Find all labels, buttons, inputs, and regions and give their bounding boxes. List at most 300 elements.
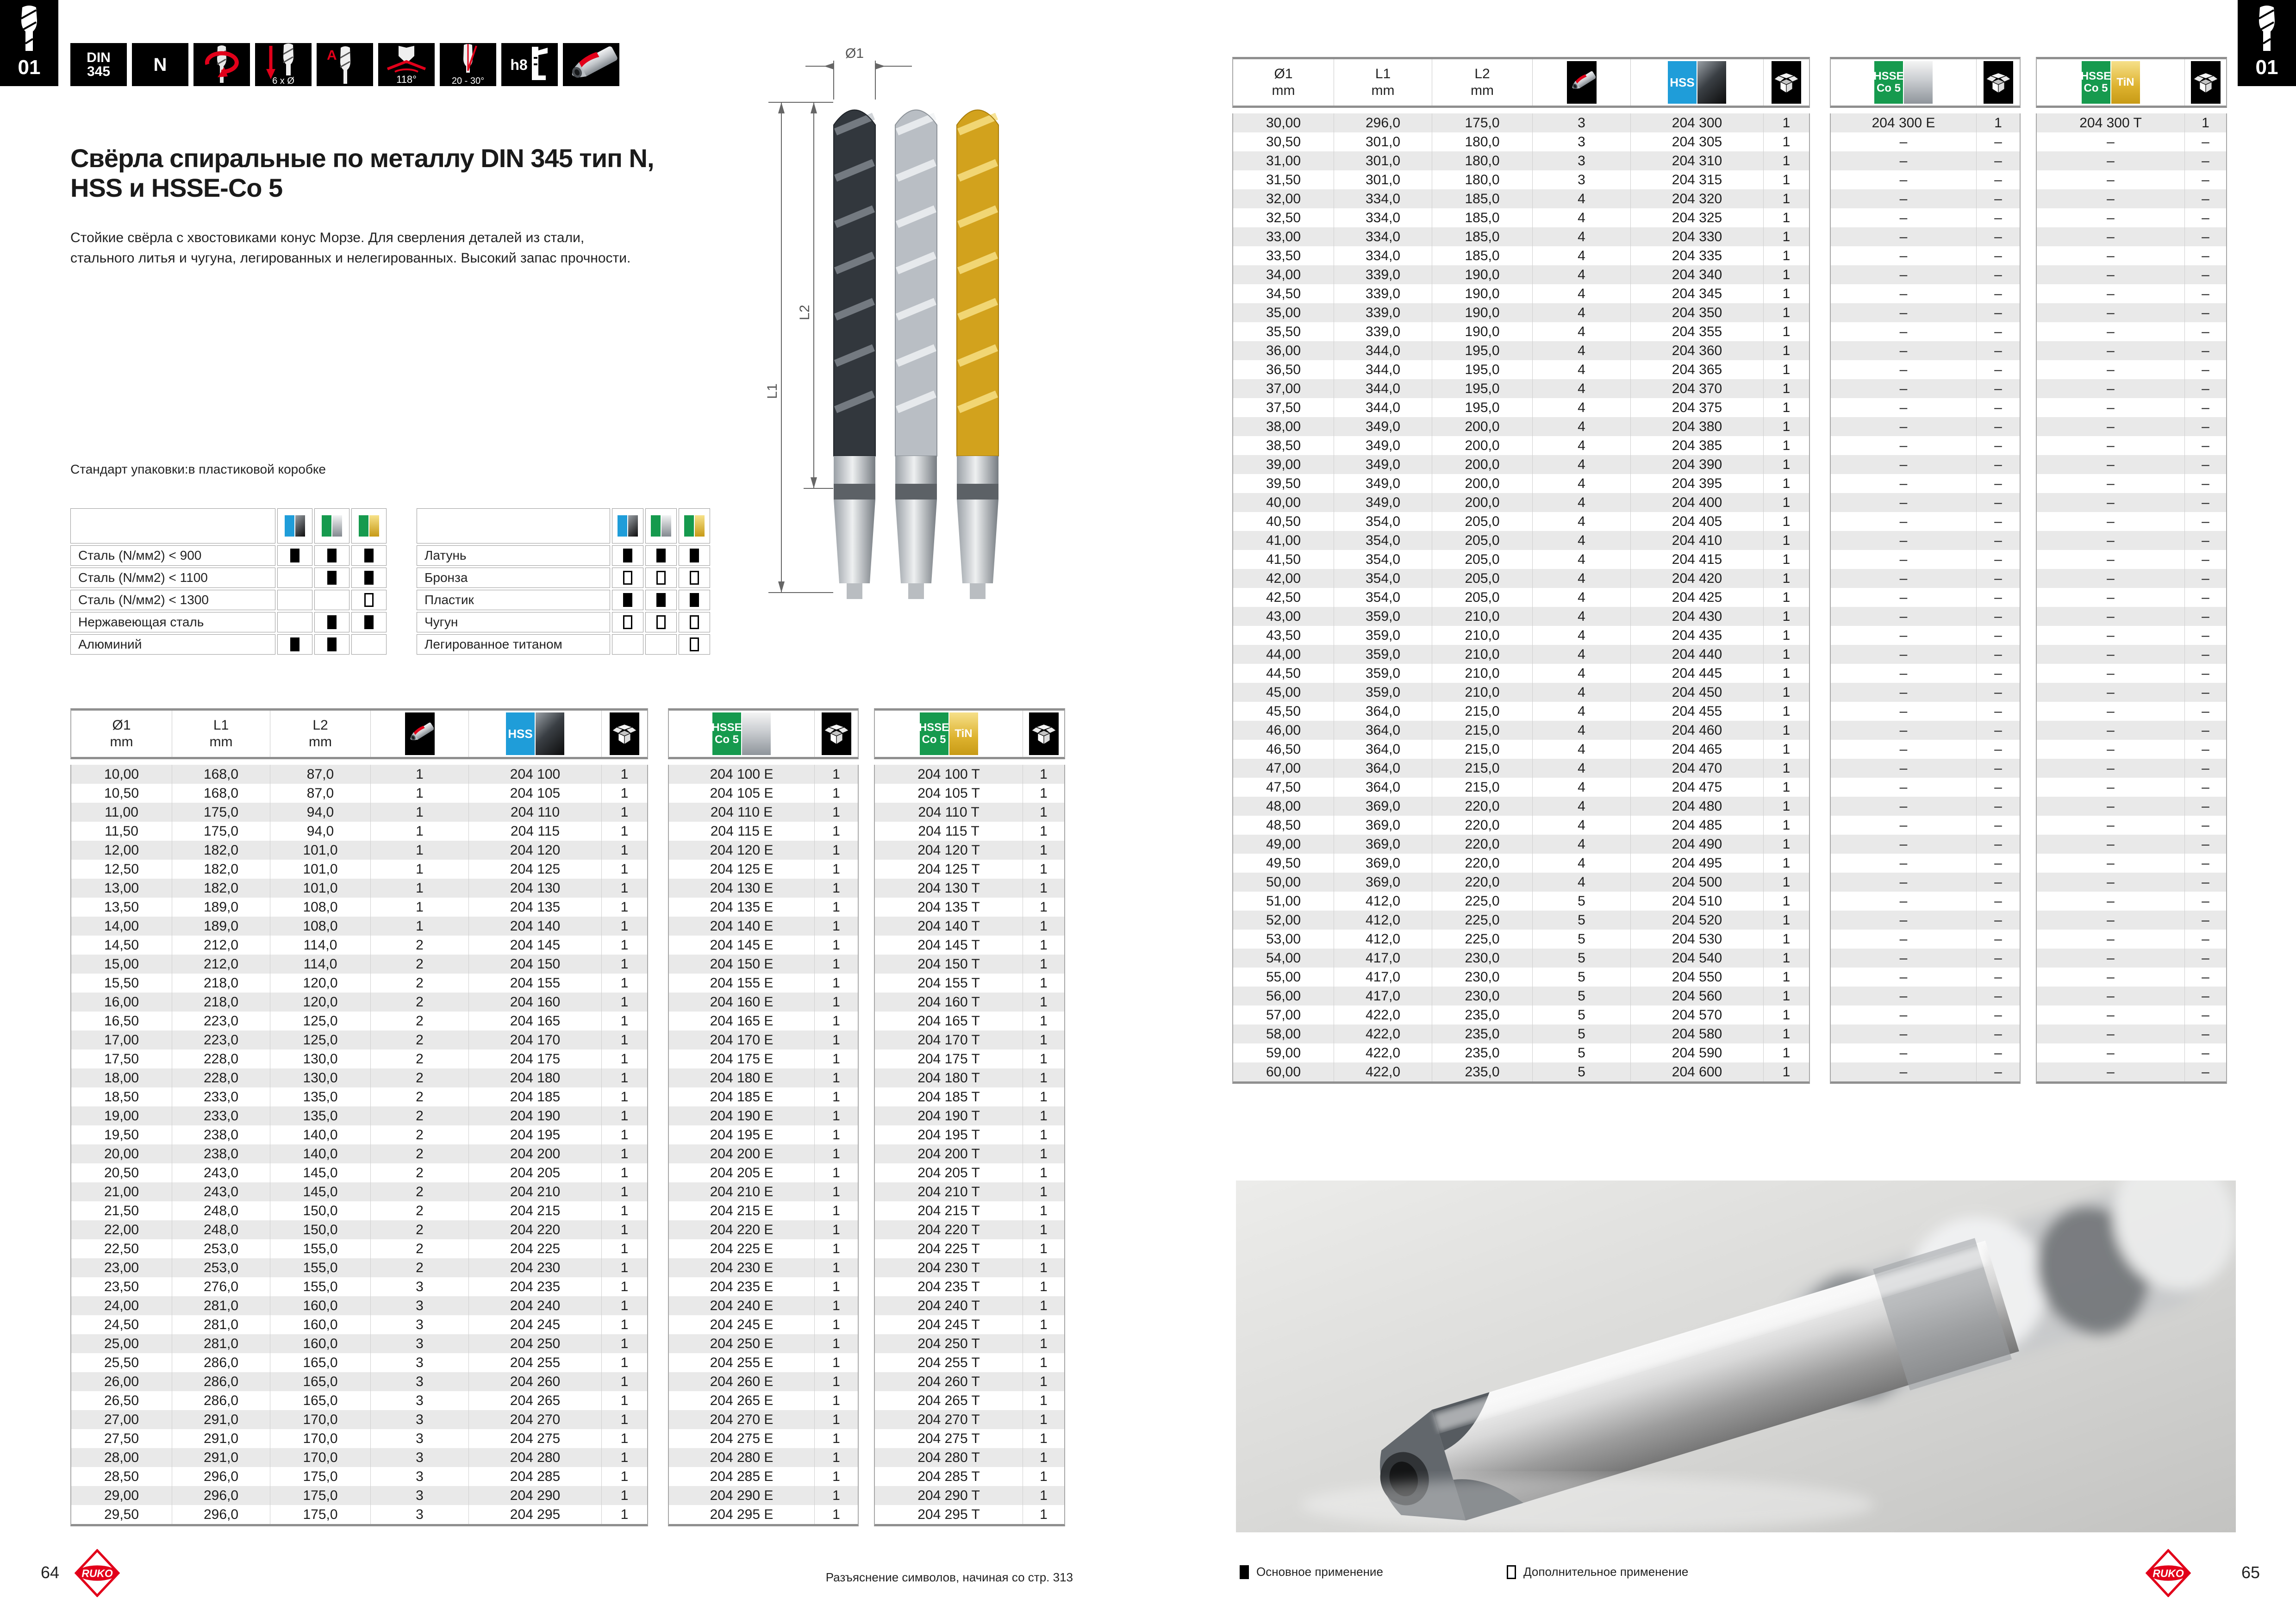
table-row (1233, 759, 1809, 778)
table-row (2037, 436, 2226, 455)
table-cell: 417,0 (1334, 968, 1432, 987)
type-n-label: N (153, 54, 167, 75)
table-row (1831, 873, 2020, 892)
table-row (1233, 265, 1809, 284)
table-cell: 359,0 (1334, 645, 1432, 664)
table-cell: 204 105 T (875, 784, 1023, 803)
application-mark-cell (679, 590, 710, 610)
table-cell: 204 240 T (875, 1296, 1023, 1315)
table-cell: 1 (1040, 1279, 1048, 1294)
table-row (1831, 284, 2020, 303)
table-cell: – (2037, 835, 2185, 854)
table-cell: – (1994, 418, 2002, 434)
table-cell: – (2202, 646, 2209, 662)
dim-unit: mm (1371, 83, 1395, 98)
table-cell: 204 370 (1631, 379, 1764, 398)
table-cell: 25,50 (71, 1353, 172, 1372)
table-cell: 354,0 (1334, 588, 1432, 607)
table-row (875, 1277, 1064, 1296)
table-cell: 4 (1533, 664, 1631, 683)
table-cell: 204 270 (469, 1410, 602, 1429)
table-cell: 204 260 T (875, 1372, 1023, 1391)
table-row (669, 1391, 858, 1410)
column-header-pack-qty (1764, 59, 1809, 106)
application-mark-cell (645, 590, 677, 610)
table-row (71, 1144, 647, 1163)
drill-depth-ratio-icon (255, 43, 312, 86)
table-cell: 26,00 (71, 1372, 172, 1391)
table-row (1831, 854, 2020, 873)
table-cell: – (1831, 227, 1977, 246)
table-cell: – (2037, 664, 2185, 683)
table-cell: 1 (832, 1317, 840, 1332)
table-cell: 204 165 (469, 1012, 602, 1031)
table-cell: 1 (1040, 1051, 1048, 1067)
table-cell: 1 (620, 1260, 629, 1275)
table-cell: 40,00 (1233, 493, 1334, 512)
table-cell: – (1831, 892, 1977, 911)
table-cell: 1 (1782, 1007, 1791, 1023)
table-row (1831, 322, 2020, 341)
table-cell: 204 230 T (875, 1258, 1023, 1277)
table-cell: 120,0 (270, 974, 371, 993)
table-cell: 204 325 (1631, 208, 1764, 227)
table-cell: 2 (371, 955, 469, 974)
table-row (71, 1031, 647, 1049)
table-cell: 204 155 E (669, 974, 815, 993)
table-row (875, 1068, 1064, 1087)
table-cell: – (2037, 816, 2185, 835)
primary-application-mark (690, 549, 699, 562)
table-cell: 204 210 E (669, 1182, 815, 1201)
table-cell: – (1831, 550, 1977, 569)
table-cell: 32,00 (1233, 189, 1334, 208)
table-cell: 55,00 (1233, 968, 1334, 987)
table-cell: 1 (1040, 785, 1048, 801)
application-mark-cell (314, 545, 349, 566)
table-cell: 48,00 (1233, 797, 1334, 816)
table-cell: – (2037, 512, 2185, 531)
table-cell: 185,0 (1432, 189, 1533, 208)
table-row (669, 1125, 858, 1144)
primary-application-mark (656, 549, 666, 562)
table-row (875, 1125, 1064, 1144)
table-cell: – (2037, 588, 2185, 607)
table-row (669, 1258, 858, 1277)
table-row (1831, 968, 2020, 987)
table-cell: 24,00 (71, 1296, 172, 1315)
table-cell: 1 (1040, 1013, 1048, 1029)
table-cell: 101,0 (270, 879, 371, 898)
table-row (1831, 1006, 2020, 1024)
table-cell: 204 300 (1631, 113, 1764, 132)
table-cell: 248,0 (172, 1220, 270, 1239)
table-row (2037, 531, 2226, 550)
table-cell: 210,0 (1432, 664, 1533, 683)
table-row (71, 1429, 647, 1448)
table-cell: 1 (1782, 969, 1791, 985)
table-cell: 1 (832, 1070, 840, 1086)
table-cell: 1 (1782, 646, 1791, 662)
application-table-materials-2 (417, 508, 710, 655)
table-cell: 1 (1040, 1317, 1048, 1332)
table-cell: 204 135 T (875, 898, 1023, 917)
table-cell: – (1994, 722, 2002, 738)
table-row (669, 1296, 858, 1315)
application-mark-cell (351, 545, 387, 566)
table-cell: 4 (1533, 759, 1631, 778)
table-row (1831, 265, 2020, 284)
table-cell: 1 (832, 1108, 840, 1124)
svg-text:RUKO: RUKO (81, 1567, 113, 1580)
table-cell: – (1831, 854, 1977, 873)
application-mark-cell (351, 590, 387, 610)
table-cell: – (1831, 987, 1977, 1006)
tin-label: TiN (2111, 61, 2140, 104)
table-cell: 44,00 (1233, 645, 1334, 664)
table-cell: 22,50 (71, 1239, 172, 1258)
table-cell: 1 (832, 1203, 840, 1218)
table-body (1830, 113, 2021, 1084)
table-cell: 204 415 (1631, 550, 1764, 569)
table-cell: 1 (1782, 286, 1791, 301)
symbols-reference-note: Разъяснение символов, начиная со стр. 313 (825, 1570, 1073, 1584)
table-cell: 204 225 (469, 1239, 602, 1258)
table-cell: 1 (1040, 1487, 1048, 1503)
table-row (875, 1486, 1064, 1505)
drill-silver (895, 110, 937, 600)
table-cell: 1 (620, 861, 629, 877)
table-cell: 4 (1533, 493, 1631, 512)
table-cell: 4 (1533, 512, 1631, 531)
table-cell: 4 (1533, 702, 1631, 721)
table-cell: 41,50 (1233, 550, 1334, 569)
table-header-row (1830, 57, 2021, 108)
table-row (1233, 398, 1809, 417)
table-cell: 1 (832, 1298, 840, 1313)
table-cell: – (1994, 741, 2002, 757)
table-cell: 54,00 (1233, 949, 1334, 968)
application-mark-cell (351, 612, 387, 632)
table-cell: 1 (620, 1032, 629, 1048)
table-cell: 39,50 (1233, 474, 1334, 493)
table-cell: 1 (2202, 115, 2209, 131)
table-row (669, 784, 858, 803)
table-cell: 204 435 (1631, 626, 1764, 645)
feature-icon-row (70, 43, 619, 86)
table-cell: – (2037, 721, 2185, 740)
table-cell: 160,0 (270, 1334, 371, 1353)
table-cell: – (2202, 172, 2209, 187)
table-cell: – (1994, 779, 2002, 795)
table-cell: – (1994, 210, 2002, 225)
table-row (2037, 265, 2226, 284)
table-row (669, 822, 858, 841)
table-row (875, 765, 1064, 784)
table-cell: 5 (1533, 930, 1631, 949)
table-cell: 1 (1782, 551, 1791, 567)
secondary-application-mark (690, 615, 699, 629)
table-cell: 243,0 (172, 1163, 270, 1182)
table-cell: 339,0 (1334, 322, 1432, 341)
table-cell: 2 (371, 1182, 469, 1201)
table-cell: 296,0 (172, 1486, 270, 1505)
table-cell: 1 (620, 880, 629, 896)
table-cell: 4 (1533, 455, 1631, 474)
table-cell: – (2037, 683, 2185, 702)
table-cell: 12,00 (71, 841, 172, 860)
table-cell: 33,00 (1233, 227, 1334, 246)
table-cell: – (1994, 134, 2002, 150)
primary-application-mark (623, 549, 632, 562)
app-header-tin (679, 508, 710, 543)
table-cell: 175,0 (270, 1486, 371, 1505)
table-row (2037, 398, 2226, 417)
table-cell: 195,0 (1432, 360, 1533, 379)
table-cell: – (2202, 760, 2209, 776)
table-row (1233, 702, 1809, 721)
secondary-application-mark (656, 571, 666, 585)
table-cell: 215,0 (1432, 778, 1533, 797)
table-cell: 204 230 E (669, 1258, 815, 1277)
table-cell: 253,0 (172, 1258, 270, 1277)
table-row (669, 1429, 858, 1448)
table-cell: 354,0 (1334, 531, 1432, 550)
table-cell: – (1831, 683, 1977, 702)
table-row (2037, 702, 2226, 721)
table-row (1233, 303, 1809, 322)
table-row (1233, 531, 1809, 550)
table-cell: 190,0 (1432, 284, 1533, 303)
table-cell: 15,50 (71, 974, 172, 993)
table-cell: – (1831, 873, 1977, 892)
table-row (2037, 455, 2226, 474)
table-cell: 359,0 (1334, 664, 1432, 683)
table-cell: 14,00 (71, 917, 172, 936)
table-cell: 1 (371, 784, 469, 803)
table-row (71, 1410, 647, 1429)
table-cell: 1 (1040, 1203, 1048, 1218)
table-cell: 3 (371, 1372, 469, 1391)
table-cell: 204 180 E (669, 1068, 815, 1087)
table-cell: – (2037, 645, 2185, 664)
table-cell: – (2202, 608, 2209, 624)
table-cell: – (1831, 740, 1977, 759)
table-row (71, 822, 647, 841)
table-row (1233, 493, 1809, 512)
application-mark-cell (612, 568, 643, 588)
table-cell: 204 280 E (669, 1448, 815, 1467)
table-cell: 150,0 (270, 1220, 371, 1239)
table-cell: 243,0 (172, 1182, 270, 1201)
table-row (71, 765, 647, 784)
table-row (669, 1505, 858, 1524)
application-mark-cell (679, 634, 710, 655)
photo-reflection (1301, 1477, 1875, 1532)
table-cell: 1 (1040, 1070, 1048, 1086)
table-cell: 45,50 (1233, 702, 1334, 721)
table-cell: – (2202, 305, 2209, 320)
package-icon (1030, 714, 1058, 754)
table-row (2037, 569, 2226, 588)
table-cell: 204 155 T (875, 974, 1023, 993)
table-cell: 204 110 T (875, 803, 1023, 822)
table-row (2037, 987, 2226, 1006)
table-cell: 33,50 (1233, 246, 1334, 265)
table-row (1233, 455, 1809, 474)
table-row (71, 1220, 647, 1239)
table-cell: – (1831, 322, 1977, 341)
application-mark-cell (679, 612, 710, 632)
table-row (2037, 1043, 2226, 1062)
table-cell: 50,00 (1233, 873, 1334, 892)
table-cell: 189,0 (172, 917, 270, 936)
table-cell: 1 (620, 804, 629, 820)
table-cell: 180,0 (1432, 132, 1533, 151)
table-cell: 204 305 (1631, 132, 1764, 151)
table-cell: – (1994, 305, 2002, 320)
table-row (2037, 588, 2226, 607)
table-cell: – (1994, 703, 2002, 719)
table-row (71, 898, 647, 917)
table-cell: – (2202, 741, 2209, 757)
table-cell: 1 (371, 879, 469, 898)
table-cell: – (2202, 874, 2209, 890)
table-cell: – (1831, 778, 1977, 797)
drill-bit-icon (13, 5, 45, 56)
table-row (71, 1125, 647, 1144)
hsse-co5-label: HSSE Co 5 (712, 712, 741, 755)
table-cell: 1 (1782, 456, 1791, 472)
table-cell: 204 255 E (669, 1353, 815, 1372)
table-cell: 210,0 (1432, 645, 1533, 664)
table-cell: 18,50 (71, 1087, 172, 1106)
point-angle-118-icon (378, 43, 435, 86)
table-cell: 204 315 (1631, 170, 1764, 189)
table-cell: 204 190 E (669, 1106, 815, 1125)
table-cell: – (2037, 455, 2185, 474)
table-cell: 204 240 E (669, 1296, 815, 1315)
table-cell: 204 570 (1631, 1006, 1764, 1024)
table-cell: – (2037, 778, 2185, 797)
table-cell: 359,0 (1334, 607, 1432, 626)
table-cell: 1 (832, 1165, 840, 1181)
table-cell: – (2037, 911, 2185, 930)
table-cell: 1 (620, 1279, 629, 1294)
din-label: DIN (87, 50, 111, 65)
catalog-table-right (1232, 57, 2227, 1089)
table-row (1233, 322, 1809, 341)
table-cell: 1 (832, 1355, 840, 1370)
application-mark-cell (277, 545, 312, 566)
table-cell: 204 100 E (669, 765, 815, 784)
table-row (1233, 892, 1809, 911)
table-cell: 412,0 (1334, 930, 1432, 949)
table-row (669, 803, 858, 822)
table-cell: 204 390 (1631, 455, 1764, 474)
table-cell: 1 (832, 1506, 840, 1522)
table-row (875, 822, 1064, 841)
table-cell: 5 (1533, 892, 1631, 911)
table-cell: 364,0 (1334, 740, 1432, 759)
table-cell: 286,0 (172, 1372, 270, 1391)
drill-dark (834, 110, 875, 600)
table-cell: 140,0 (270, 1125, 371, 1144)
table-cell: 215,0 (1432, 740, 1533, 759)
table-cell: 204 285 (469, 1467, 602, 1486)
table-row (71, 860, 647, 879)
table-cell: 36,50 (1233, 360, 1334, 379)
table-row (1831, 721, 2020, 740)
table-row (875, 860, 1064, 879)
table-row (669, 1315, 858, 1334)
table-cell: 204 550 (1631, 968, 1764, 987)
table-cell: – (2202, 703, 2209, 719)
table-cell: 155,0 (270, 1239, 371, 1258)
table-row (71, 1087, 647, 1106)
table-cell: 1 (620, 899, 629, 915)
table-cell: 4 (1533, 778, 1631, 797)
table-cell: 3 (371, 1277, 469, 1296)
column-header-article (1831, 59, 1977, 106)
table-cell: 215,0 (1432, 721, 1533, 740)
table-cell: 212,0 (172, 936, 270, 955)
table-cell: 45,00 (1233, 683, 1334, 702)
title-line-2: HSS и HSSE-Co 5 (70, 173, 283, 202)
table-cell: 200,0 (1432, 474, 1533, 493)
table-cell: 4 (1533, 246, 1631, 265)
hsse-co5-tin-badge (920, 712, 978, 755)
table-row (71, 1448, 647, 1467)
table-cell: 210,0 (1432, 626, 1533, 645)
application-mark-cell (679, 545, 710, 566)
dim-unit: mm (309, 734, 332, 750)
table-cell: 1 (1040, 1506, 1048, 1522)
table-cell: 220,0 (1432, 873, 1533, 892)
table-cell: – (1994, 362, 2002, 377)
table-row (669, 917, 858, 936)
table-cell: 204 235 (469, 1277, 602, 1296)
table-cell: 200,0 (1432, 436, 1533, 455)
table-cell: – (1994, 798, 2002, 814)
table-row (71, 1467, 647, 1486)
dim-symbol: Ø1 (112, 718, 131, 733)
label-l2: L2 (797, 305, 812, 320)
co5-mini-badge (322, 515, 342, 537)
table-cell: 1 (832, 1222, 840, 1237)
application-mark-cell (277, 568, 312, 588)
dimension-l2 (804, 102, 833, 488)
column-header-pack-qty (1023, 711, 1064, 757)
table-cell: 4 (1533, 379, 1631, 398)
table-cell: 5 (1533, 949, 1631, 968)
table-cell: – (2202, 665, 2209, 681)
table-cell: 4 (1533, 835, 1631, 854)
table-cell: 369,0 (1334, 816, 1432, 835)
table-cell: – (1831, 607, 1977, 626)
table-row (1233, 341, 1809, 360)
table-cell: 40,50 (1233, 512, 1334, 531)
table-cell: – (2037, 930, 2185, 949)
table-cell: 120,0 (270, 993, 371, 1012)
column-header-dim (1432, 59, 1533, 106)
table-cell: 180,0 (1432, 170, 1533, 189)
material-label: Легированное титаном (417, 634, 610, 655)
table-cell: – (2202, 532, 2209, 548)
table-cell: – (1994, 494, 2002, 510)
table-cell: 1 (620, 975, 629, 991)
table-cell: 1 (832, 804, 840, 820)
